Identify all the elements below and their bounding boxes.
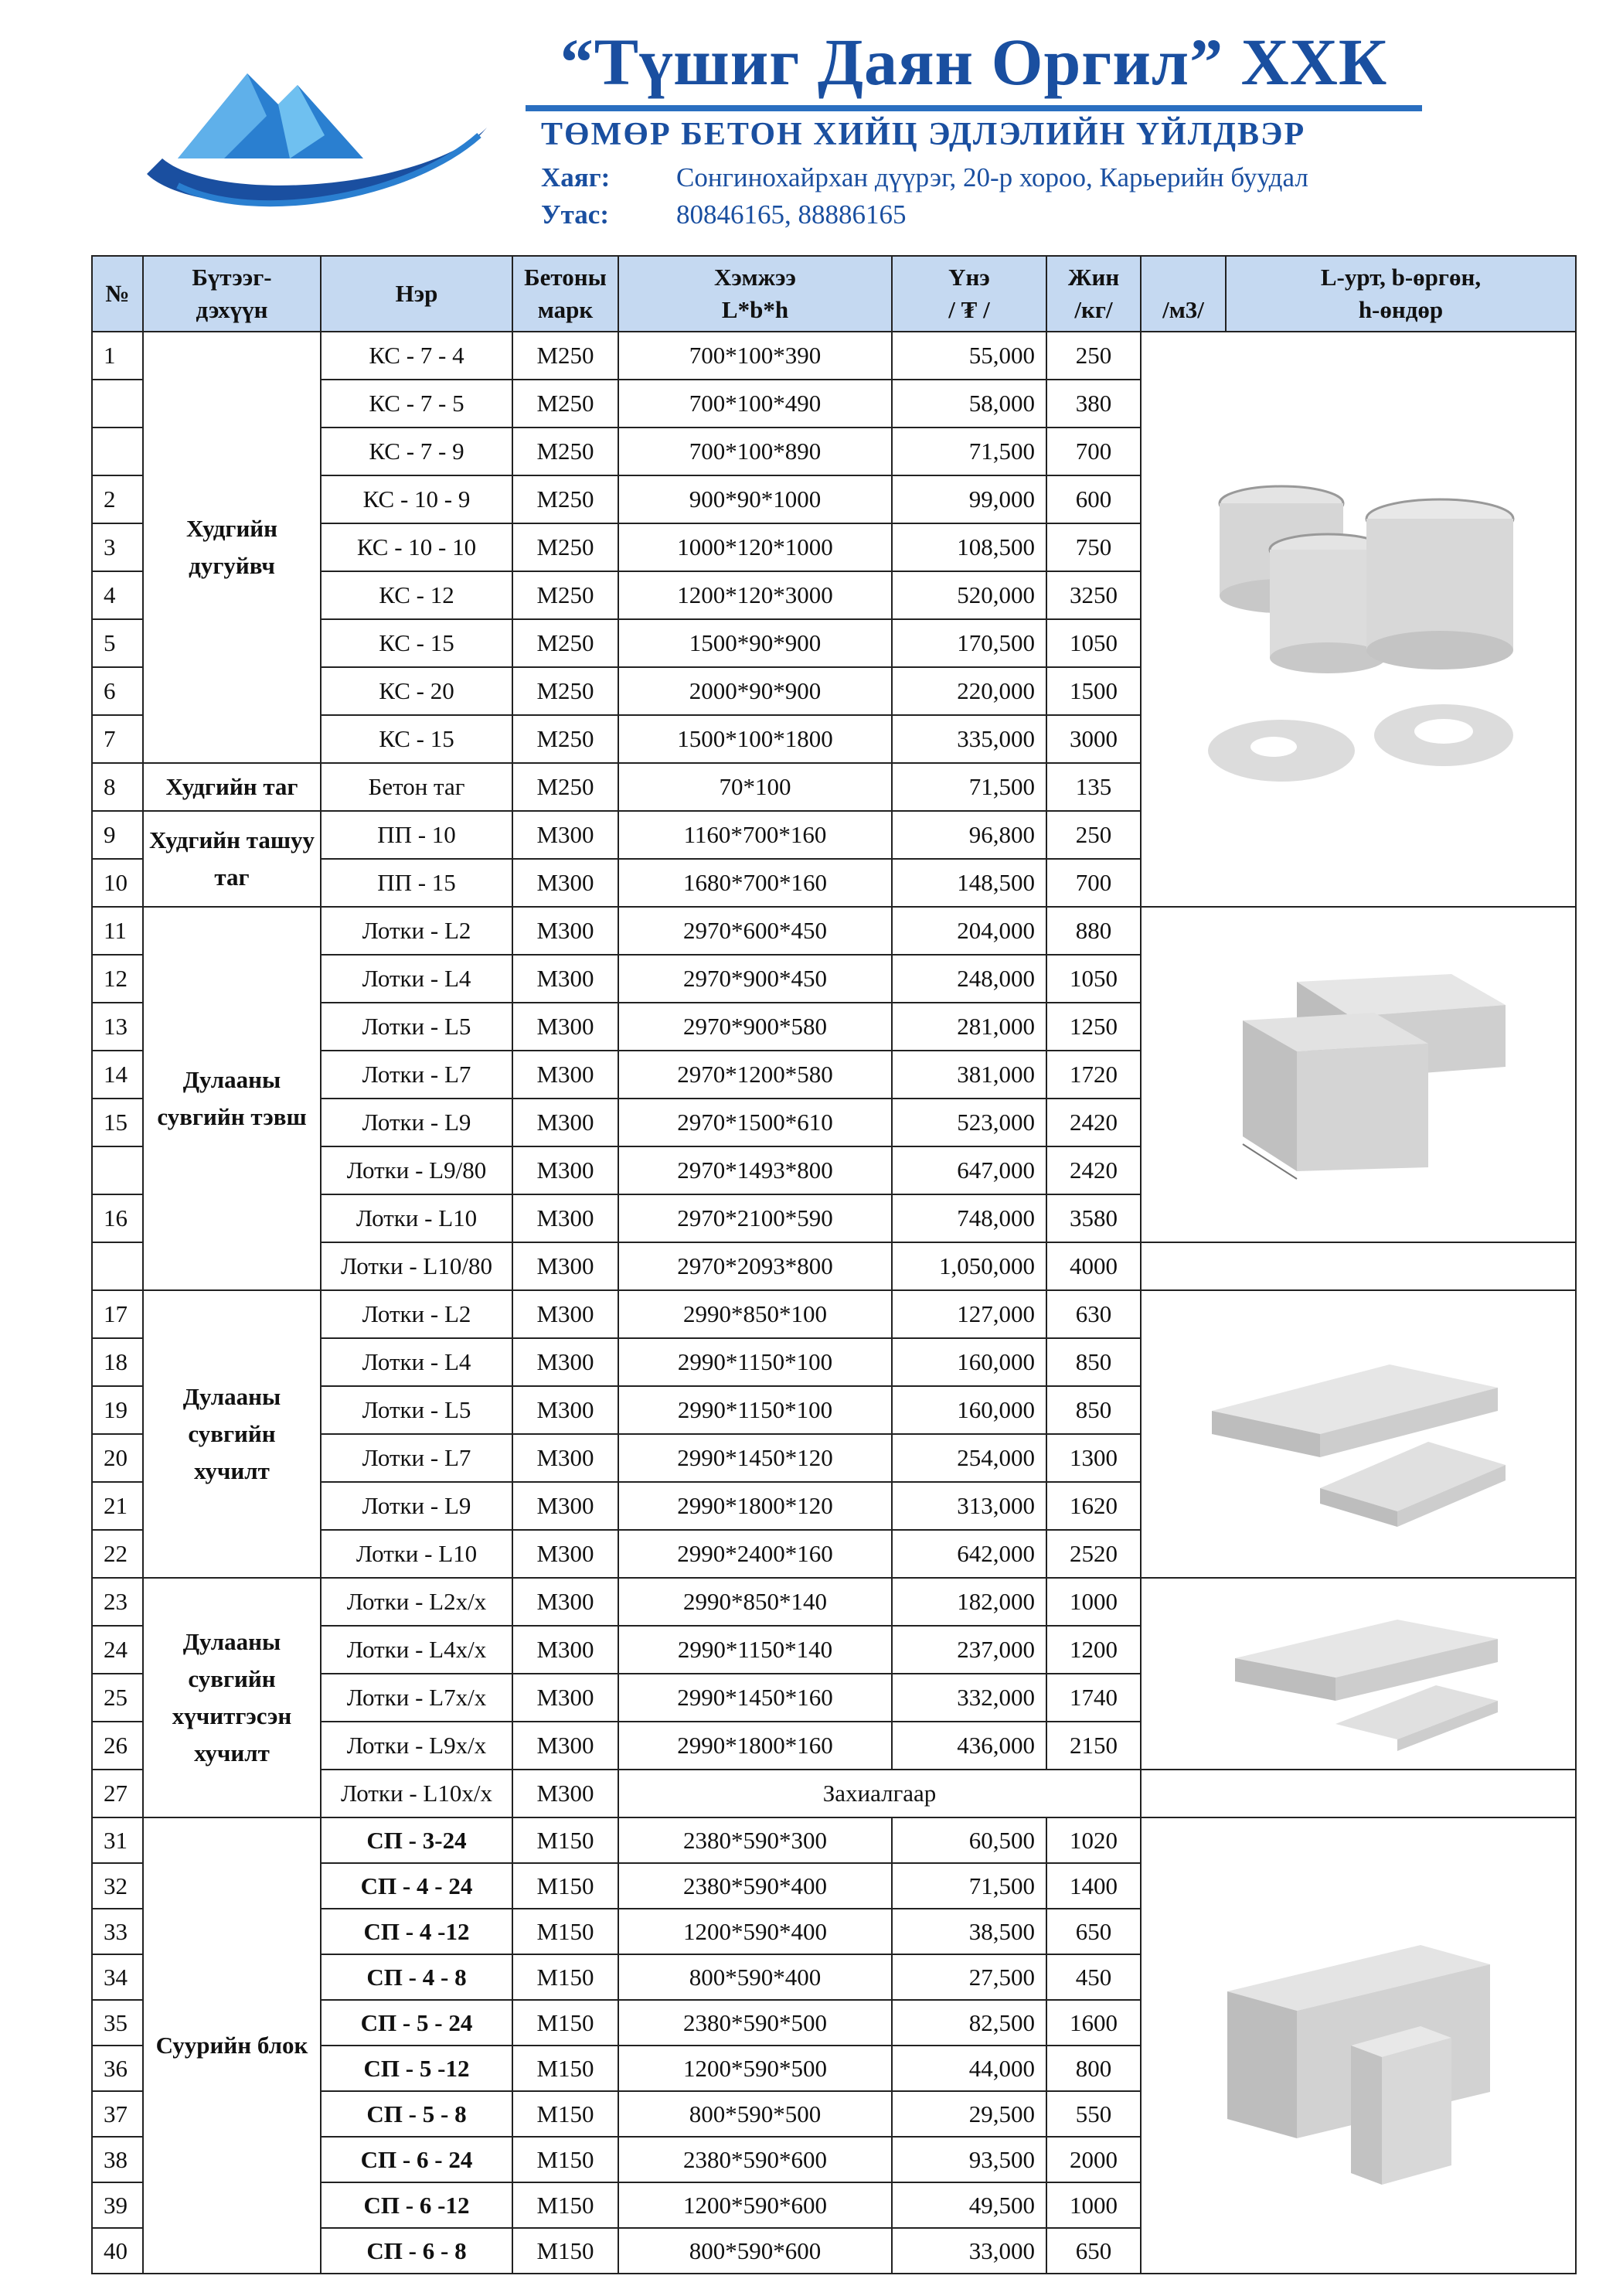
row-weight: 1050 bbox=[1046, 955, 1141, 1003]
empty-cell bbox=[1141, 1242, 1576, 1290]
row-weight: 550 bbox=[1046, 2091, 1141, 2137]
row-grade: М300 bbox=[512, 1434, 618, 1482]
row-no: 18 bbox=[92, 1338, 143, 1386]
row-name: КС - 15 bbox=[321, 619, 512, 667]
row-size: 2970*1493*800 bbox=[618, 1146, 892, 1194]
row-size: 2970*2100*590 bbox=[618, 1194, 892, 1242]
row-weight: 3250 bbox=[1046, 571, 1141, 619]
row-grade: М300 bbox=[512, 1003, 618, 1051]
row-name: КС - 20 bbox=[321, 667, 512, 715]
row-no: 7 bbox=[92, 715, 143, 763]
group-well-sloped-cover: Худгийн ташуу таг bbox=[143, 811, 321, 907]
row-no: 8 bbox=[92, 763, 143, 811]
row-grade: М300 bbox=[512, 1674, 618, 1722]
row-price: 38,500 bbox=[892, 1909, 1046, 1954]
row-size: 2970*1200*580 bbox=[618, 1051, 892, 1099]
row-size: 2990*850*100 bbox=[618, 1290, 892, 1338]
row-size: 2380*590*500 bbox=[618, 2000, 892, 2046]
row-price: 108,500 bbox=[892, 523, 1046, 571]
row-no: 4 bbox=[92, 571, 143, 619]
address-label: Хаяг: bbox=[541, 162, 611, 192]
row-size: 2990*1450*120 bbox=[618, 1434, 892, 1482]
row-no: 32 bbox=[92, 1863, 143, 1909]
row-size: 800*590*600 bbox=[618, 2228, 892, 2274]
row-grade: М150 bbox=[512, 1909, 618, 1954]
row-name: КС - 7 - 4 bbox=[321, 332, 512, 380]
row-price: 82,500 bbox=[892, 2000, 1046, 2046]
row-name: Лотки - L4х/х bbox=[321, 1626, 512, 1674]
row-size: 2990*850*140 bbox=[618, 1578, 892, 1626]
row-weight: 1400 bbox=[1046, 1863, 1141, 1909]
row-weight: 800 bbox=[1046, 2046, 1141, 2091]
table-row bbox=[92, 907, 1576, 955]
row-no: 6 bbox=[92, 667, 143, 715]
row-grade: М150 bbox=[512, 2091, 618, 2137]
row-grade: М150 bbox=[512, 2046, 618, 2091]
row-weight: 1300 bbox=[1046, 1434, 1141, 1482]
header-note: L-урт, b-өргөн, h-өндөр bbox=[1226, 256, 1576, 332]
row-price: 96,800 bbox=[892, 811, 1046, 859]
row-price: 436,000 bbox=[892, 1722, 1046, 1770]
row-grade: М300 bbox=[512, 1386, 618, 1434]
row-price: 148,500 bbox=[892, 859, 1046, 907]
row-grade: М300 bbox=[512, 1722, 618, 1770]
row-no: 37 bbox=[92, 2091, 143, 2137]
row-price: 523,000 bbox=[892, 1099, 1046, 1146]
row-size: 1160*700*160 bbox=[618, 811, 892, 859]
row-size: 70*100 bbox=[618, 763, 892, 811]
row-grade: М300 bbox=[512, 859, 618, 907]
row-no: 14 bbox=[92, 1051, 143, 1099]
row-name: Лотки - L10/80 bbox=[321, 1242, 512, 1290]
row-no: 36 bbox=[92, 2046, 143, 2091]
address-line bbox=[541, 162, 1308, 193]
header-no: № bbox=[92, 256, 143, 332]
row-no: 12 bbox=[92, 955, 143, 1003]
row-grade: М250 bbox=[512, 619, 618, 667]
row-price: 127,000 bbox=[892, 1290, 1046, 1338]
row-weight: 850 bbox=[1046, 1338, 1141, 1386]
row-weight: 1620 bbox=[1046, 1482, 1141, 1530]
row-weight: 2420 bbox=[1046, 1146, 1141, 1194]
row-name: Лотки - L2х/х bbox=[321, 1578, 512, 1626]
row-no: 20 bbox=[92, 1434, 143, 1482]
row-grade: М250 bbox=[512, 523, 618, 571]
row-name: СП - 5 - 8 bbox=[321, 2091, 512, 2137]
row-weight: 880 bbox=[1046, 907, 1141, 955]
row-weight: 1020 bbox=[1046, 1817, 1141, 1863]
table-row bbox=[92, 332, 1576, 380]
row-size: 2990*1800*160 bbox=[618, 1722, 892, 1770]
row-weight: 3580 bbox=[1046, 1194, 1141, 1242]
well-rings-image bbox=[1141, 332, 1576, 907]
row-no: 15 bbox=[92, 1099, 143, 1146]
address-value: Сонгинохайрхан дүүрэг, 20-р хороо, Карьерийн буудал bbox=[676, 162, 1308, 192]
row-no: 22 bbox=[92, 1530, 143, 1578]
row-size: 2970*2093*800 bbox=[618, 1242, 892, 1290]
row-no: 25 bbox=[92, 1674, 143, 1722]
row-size: 1200*590*400 bbox=[618, 1909, 892, 1954]
row-weight: 3000 bbox=[1046, 715, 1141, 763]
row-price: 71,500 bbox=[892, 428, 1046, 475]
row-name: Лотки - L9/80 bbox=[321, 1146, 512, 1194]
row-weight: 1000 bbox=[1046, 2182, 1141, 2228]
row-name: ПП - 15 bbox=[321, 859, 512, 907]
mountain-logo bbox=[131, 43, 502, 228]
row-size: 1200*590*500 bbox=[618, 2046, 892, 2091]
header-price: Үнэ / ₮ / bbox=[892, 256, 1046, 332]
row-weight: 750 bbox=[1046, 523, 1141, 571]
row-weight: 380 bbox=[1046, 380, 1141, 428]
row-price: 160,000 bbox=[892, 1386, 1046, 1434]
row-grade: М300 bbox=[512, 1482, 618, 1530]
row-weight: 650 bbox=[1046, 1909, 1141, 1954]
row-grade: М250 bbox=[512, 667, 618, 715]
row-no: 17 bbox=[92, 1290, 143, 1338]
row-size: 2970*900*580 bbox=[618, 1003, 892, 1051]
header-volume: /м3/ bbox=[1141, 256, 1226, 332]
row-grade: М300 bbox=[512, 1290, 618, 1338]
table-row bbox=[92, 1578, 1576, 1626]
row-name: Лотки - L2 bbox=[321, 907, 512, 955]
row-name: ПП - 10 bbox=[321, 811, 512, 859]
row-price: 29,500 bbox=[892, 2091, 1046, 2137]
row-grade: М250 bbox=[512, 763, 618, 811]
row-no: 16 bbox=[92, 1194, 143, 1242]
company-name: “Түшиг Даян Оргил” ХХК bbox=[560, 25, 1388, 99]
row-name: Лотки - L10 bbox=[321, 1194, 512, 1242]
row-name: Лотки - L4 bbox=[321, 955, 512, 1003]
row-name: Лотки - L9 bbox=[321, 1099, 512, 1146]
row-weight: 630 bbox=[1046, 1290, 1141, 1338]
row-grade: М250 bbox=[512, 715, 618, 763]
row-no: 31 bbox=[92, 1817, 143, 1863]
row-price: 220,000 bbox=[892, 667, 1046, 715]
row-grade: М300 bbox=[512, 1338, 618, 1386]
reinforced-slab-illustration bbox=[1204, 1589, 1513, 1759]
table-header-row bbox=[92, 256, 1576, 332]
row-weight: 1000 bbox=[1046, 1578, 1141, 1626]
on-order-note: Захиалгаар bbox=[618, 1770, 1141, 1817]
row-grade: М300 bbox=[512, 1578, 618, 1626]
row-price: 248,000 bbox=[892, 955, 1046, 1003]
row-price: 33,000 bbox=[892, 2228, 1046, 2274]
row-no bbox=[92, 428, 143, 475]
header-size: Хэмжээ L*b*h bbox=[618, 256, 892, 332]
row-size: 2380*590*300 bbox=[618, 1817, 892, 1863]
table-row bbox=[92, 1817, 1576, 1863]
row-size: 2970*1500*610 bbox=[618, 1099, 892, 1146]
row-weight: 1740 bbox=[1046, 1674, 1141, 1722]
row-grade: М250 bbox=[512, 380, 618, 428]
row-price: 1,050,000 bbox=[892, 1242, 1046, 1290]
row-no: 33 bbox=[92, 1909, 143, 1954]
row-name: СП - 6 -12 bbox=[321, 2182, 512, 2228]
phone-line bbox=[541, 199, 907, 230]
row-no: 38 bbox=[92, 2137, 143, 2182]
row-no: 23 bbox=[92, 1578, 143, 1626]
row-weight: 4000 bbox=[1046, 1242, 1141, 1290]
row-weight: 850 bbox=[1046, 1386, 1141, 1434]
row-weight: 1200 bbox=[1046, 1626, 1141, 1674]
row-name: СП - 4 - 8 bbox=[321, 1954, 512, 2000]
row-grade: М300 bbox=[512, 1099, 618, 1146]
row-name: СП - 4 - 24 bbox=[321, 1863, 512, 1909]
row-grade: М300 bbox=[512, 1770, 618, 1817]
row-size: 1200*590*600 bbox=[618, 2182, 892, 2228]
row-no: 2 bbox=[92, 475, 143, 523]
row-weight: 650 bbox=[1046, 2228, 1141, 2274]
row-no bbox=[92, 1242, 143, 1290]
empty-cell bbox=[1141, 1770, 1576, 1817]
row-size: 700*100*890 bbox=[618, 428, 892, 475]
row-grade: М300 bbox=[512, 907, 618, 955]
row-no: 35 bbox=[92, 2000, 143, 2046]
row-size: 1200*120*3000 bbox=[618, 571, 892, 619]
row-size: 2970*600*450 bbox=[618, 907, 892, 955]
cover-slab-illustration bbox=[1196, 1318, 1521, 1550]
row-name: КС - 7 - 5 bbox=[321, 380, 512, 428]
row-price: 335,000 bbox=[892, 715, 1046, 763]
row-price: 58,000 bbox=[892, 380, 1046, 428]
row-no: 39 bbox=[92, 2182, 143, 2228]
row-price: 99,000 bbox=[892, 475, 1046, 523]
header-divider bbox=[526, 105, 1422, 111]
row-size: 1680*700*160 bbox=[618, 859, 892, 907]
row-no: 27 bbox=[92, 1770, 143, 1817]
row-no: 24 bbox=[92, 1626, 143, 1674]
row-price: 49,500 bbox=[892, 2182, 1046, 2228]
row-weight: 2420 bbox=[1046, 1099, 1141, 1146]
row-name: КС - 10 - 10 bbox=[321, 523, 512, 571]
row-grade: М300 bbox=[512, 1626, 618, 1674]
row-price: 93,500 bbox=[892, 2137, 1046, 2182]
row-grade: М250 bbox=[512, 475, 618, 523]
phone-label: Утас: bbox=[541, 199, 609, 230]
row-name: СП - 3-24 bbox=[321, 1817, 512, 1863]
row-weight: 1720 bbox=[1046, 1051, 1141, 1099]
row-name: КС - 7 - 9 bbox=[321, 428, 512, 475]
row-grade: М150 bbox=[512, 1863, 618, 1909]
row-size: 2970*900*450 bbox=[618, 955, 892, 1003]
row-grade: М250 bbox=[512, 571, 618, 619]
row-price: 55,000 bbox=[892, 332, 1046, 380]
row-size: 800*590*500 bbox=[618, 2091, 892, 2137]
row-price: 237,000 bbox=[892, 1626, 1046, 1674]
row-size: 1500*90*900 bbox=[618, 619, 892, 667]
row-no: 11 bbox=[92, 907, 143, 955]
row-no: 9 bbox=[92, 811, 143, 859]
row-weight: 2150 bbox=[1046, 1722, 1141, 1770]
row-name: Лотки - L7х/х bbox=[321, 1674, 512, 1722]
row-no: 10 bbox=[92, 859, 143, 907]
trough-illustration bbox=[1196, 935, 1521, 1214]
row-grade: М150 bbox=[512, 1954, 618, 2000]
row-no bbox=[92, 1146, 143, 1194]
row-grade: М150 bbox=[512, 2000, 618, 2046]
row-grade: М150 bbox=[512, 1817, 618, 1863]
row-grade: М300 bbox=[512, 1146, 618, 1194]
group-heat-channel-cover: Дулааны сувгийн хучилт bbox=[143, 1290, 321, 1578]
row-price: 160,000 bbox=[892, 1338, 1046, 1386]
row-name: Лотки - L9х/х bbox=[321, 1722, 512, 1770]
row-weight: 1500 bbox=[1046, 667, 1141, 715]
foundation-block-image bbox=[1141, 1817, 1576, 2274]
phone-value: 80846165, 88886165 bbox=[676, 199, 907, 230]
cover-slab-image bbox=[1141, 1290, 1576, 1578]
row-name: Лотки - L2 bbox=[321, 1290, 512, 1338]
well-rings-illustration bbox=[1196, 403, 1521, 836]
row-name: Лотки - L7 bbox=[321, 1051, 512, 1099]
row-grade: М150 bbox=[512, 2228, 618, 2274]
row-name: Лотки - L9 bbox=[321, 1482, 512, 1530]
row-size: 900*90*1000 bbox=[618, 475, 892, 523]
row-name: Лотки - L5 bbox=[321, 1003, 512, 1051]
factory-subtitle: ТӨМӨР БЕТОН ХИЙЦ ЭДЛЭЛИЙН ҮЙЛДВЭР bbox=[541, 117, 1306, 152]
row-name: Лотки - L10 bbox=[321, 1530, 512, 1578]
row-size: 2000*90*900 bbox=[618, 667, 892, 715]
row-grade: М250 bbox=[512, 428, 618, 475]
row-weight: 250 bbox=[1046, 811, 1141, 859]
row-price: 642,000 bbox=[892, 1530, 1046, 1578]
row-price: 182,000 bbox=[892, 1578, 1046, 1626]
row-price: 71,500 bbox=[892, 763, 1046, 811]
row-size: 1500*100*1800 bbox=[618, 715, 892, 763]
row-weight: 450 bbox=[1046, 1954, 1141, 2000]
row-price: 60,500 bbox=[892, 1817, 1046, 1863]
row-price: 254,000 bbox=[892, 1434, 1046, 1482]
row-name: КС - 12 bbox=[321, 571, 512, 619]
row-size: 2990*1800*120 bbox=[618, 1482, 892, 1530]
row-grade: М250 bbox=[512, 332, 618, 380]
header-weight: Жин /кг/ bbox=[1046, 256, 1141, 332]
row-name: Лотки - L7 bbox=[321, 1434, 512, 1482]
row-name: КС - 10 - 9 bbox=[321, 475, 512, 523]
row-price: 647,000 bbox=[892, 1146, 1046, 1194]
group-heat-channel-trough: Дулааны сувгийн тэвш bbox=[143, 907, 321, 1290]
row-no: 21 bbox=[92, 1482, 143, 1530]
row-price: 313,000 bbox=[892, 1482, 1046, 1530]
row-size: 800*590*400 bbox=[618, 1954, 892, 2000]
row-size: 2990*1150*100 bbox=[618, 1338, 892, 1386]
row-price: 170,500 bbox=[892, 619, 1046, 667]
header-name: Нэр bbox=[321, 256, 512, 332]
price-table bbox=[91, 255, 1577, 2274]
table-row bbox=[92, 1290, 1576, 1338]
row-no: 3 bbox=[92, 523, 143, 571]
group-reinforced-cover: Дулааны сувгийн хүчитгэсэн хучилт bbox=[143, 1578, 321, 1817]
row-no: 40 bbox=[92, 2228, 143, 2274]
foundation-block-illustration bbox=[1196, 1860, 1521, 2231]
row-price: 27,500 bbox=[892, 1954, 1046, 2000]
trough-image bbox=[1141, 907, 1576, 1242]
row-name: КС - 15 bbox=[321, 715, 512, 763]
group-well-cover: Худгийн таг bbox=[143, 763, 321, 811]
row-size: 2380*590*600 bbox=[618, 2137, 892, 2182]
group-foundation-block: Суурийн блок bbox=[143, 1817, 321, 2274]
row-grade: М300 bbox=[512, 1051, 618, 1099]
row-weight: 2000 bbox=[1046, 2137, 1141, 2182]
row-price: 204,000 bbox=[892, 907, 1046, 955]
row-name: Лотки - L10х/х bbox=[321, 1770, 512, 1817]
row-name: СП - 5 - 24 bbox=[321, 2000, 512, 2046]
row-grade: М300 bbox=[512, 1530, 618, 1578]
row-grade: М300 bbox=[512, 811, 618, 859]
row-weight: 1600 bbox=[1046, 2000, 1141, 2046]
row-price: 281,000 bbox=[892, 1003, 1046, 1051]
row-no: 19 bbox=[92, 1386, 143, 1434]
row-no: 34 bbox=[92, 1954, 143, 2000]
row-weight: 250 bbox=[1046, 332, 1141, 380]
row-no: 1 bbox=[92, 332, 143, 380]
row-price: 71,500 bbox=[892, 1863, 1046, 1909]
row-weight: 700 bbox=[1046, 428, 1141, 475]
row-grade: М300 bbox=[512, 1194, 618, 1242]
row-no: 5 bbox=[92, 619, 143, 667]
row-size: 2380*590*400 bbox=[618, 1863, 892, 1909]
row-name: СП - 6 - 8 bbox=[321, 2228, 512, 2274]
row-name: СП - 5 -12 bbox=[321, 2046, 512, 2091]
row-size: 1000*120*1000 bbox=[618, 523, 892, 571]
row-grade: М300 bbox=[512, 1242, 618, 1290]
row-size: 2990*1450*160 bbox=[618, 1674, 892, 1722]
group-well-ring: Худгийн дугуйвч bbox=[143, 332, 321, 763]
row-size: 700*100*490 bbox=[618, 380, 892, 428]
row-name: Лотки - L5 bbox=[321, 1386, 512, 1434]
row-size: 2990*2400*160 bbox=[618, 1530, 892, 1578]
row-size: 700*100*390 bbox=[618, 332, 892, 380]
row-weight: 135 bbox=[1046, 763, 1141, 811]
row-name: Бетон таг bbox=[321, 763, 512, 811]
row-weight: 1250 bbox=[1046, 1003, 1141, 1051]
row-name: Лотки - L4 bbox=[321, 1338, 512, 1386]
header-grade: Бетоны марк bbox=[512, 256, 618, 332]
row-no: 13 bbox=[92, 1003, 143, 1051]
row-weight: 600 bbox=[1046, 475, 1141, 523]
reinforced-slab-image bbox=[1141, 1578, 1576, 1770]
row-size: 2990*1150*100 bbox=[618, 1386, 892, 1434]
row-price: 44,000 bbox=[892, 2046, 1046, 2091]
row-name: СП - 6 - 24 bbox=[321, 2137, 512, 2182]
row-no bbox=[92, 380, 143, 428]
row-weight: 1050 bbox=[1046, 619, 1141, 667]
row-price: 332,000 bbox=[892, 1674, 1046, 1722]
row-grade: М300 bbox=[512, 955, 618, 1003]
row-no: 26 bbox=[92, 1722, 143, 1770]
row-price: 748,000 bbox=[892, 1194, 1046, 1242]
row-weight: 2520 bbox=[1046, 1530, 1141, 1578]
row-grade: М150 bbox=[512, 2182, 618, 2228]
row-grade: М150 bbox=[512, 2137, 618, 2182]
row-name: СП - 4 -12 bbox=[321, 1909, 512, 1954]
row-size: 2990*1150*140 bbox=[618, 1626, 892, 1674]
row-price: 381,000 bbox=[892, 1051, 1046, 1099]
row-weight: 700 bbox=[1046, 859, 1141, 907]
header-component: Бүтээг- дэхүүн bbox=[143, 256, 321, 332]
row-price: 520,000 bbox=[892, 571, 1046, 619]
